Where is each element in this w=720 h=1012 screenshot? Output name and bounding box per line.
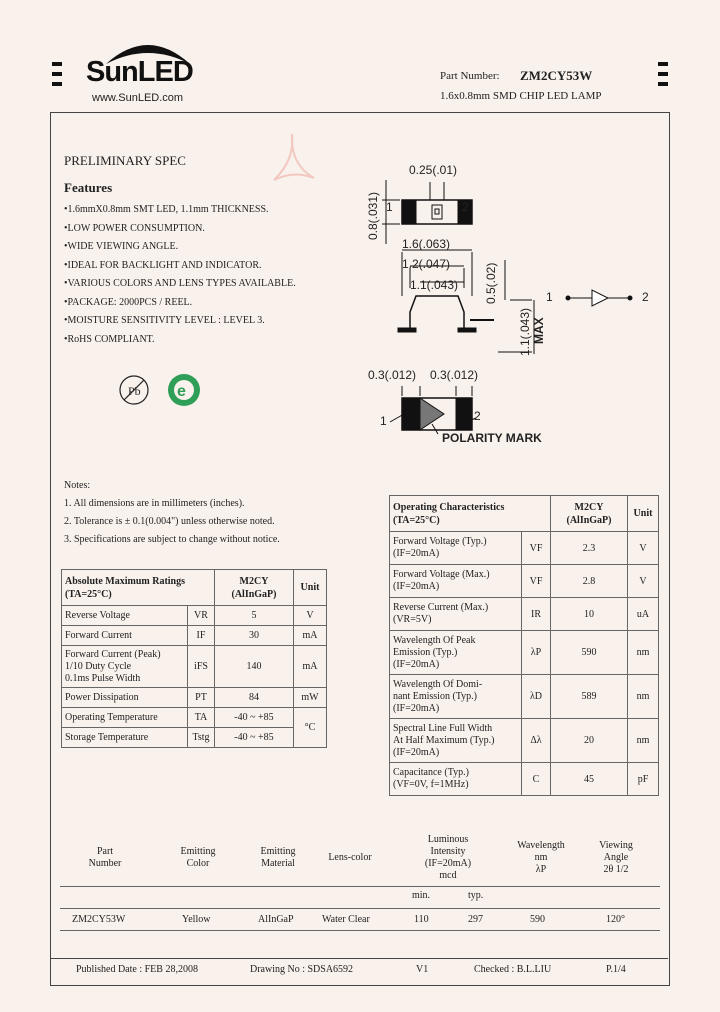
table-row: [390, 675, 659, 719]
symbol: PT: [188, 688, 215, 708]
param: (VF=0V, f=1MHz): [393, 779, 469, 790]
h-view: 2θ 1/2: [603, 864, 629, 875]
dim-11max: 1.1(.043): [518, 307, 532, 356]
unit: nm: [628, 719, 659, 763]
row-min: 110: [414, 914, 429, 925]
param: Forward Voltage (Typ.): [393, 536, 487, 547]
pin-1-bottom: 1: [380, 414, 387, 428]
param: Capacitance (Typ.): [393, 767, 469, 778]
product-subtitle: 1.6x0.8mm SMD CHIP LED LAMP: [440, 90, 602, 102]
op-h2b: (AlInGaP): [566, 514, 612, 526]
param: Reverse Current (Max.): [393, 602, 489, 613]
table-row: [62, 708, 327, 728]
dim-03a: 0.3(.012): [368, 368, 417, 382]
op-h1b: (TA=25°C): [393, 514, 440, 526]
feature-item: •PACKAGE: 2000PCS / REEL.: [64, 296, 193, 308]
symbol: λP: [522, 631, 551, 675]
published-date: Published Date : FEB 28,2008: [76, 964, 198, 975]
value: 30: [215, 626, 294, 646]
note-item: 1. All dimensions are in millimeters (inches).: [64, 498, 245, 509]
value: 20: [551, 719, 628, 763]
op-table-header: [390, 496, 659, 532]
h-lum: mcd: [439, 870, 457, 881]
h-emit-color: Color: [186, 858, 210, 869]
h-typ: typ.: [468, 890, 484, 901]
value: 589: [551, 675, 628, 719]
op-h2a: M2CY: [574, 501, 604, 513]
row-lens: Water Clear: [322, 914, 370, 925]
dim-03b: 0.3(.012): [430, 368, 479, 382]
lead-free-icon: [118, 374, 150, 406]
table-row: [62, 646, 327, 688]
h-wave: λP: [535, 864, 547, 875]
row-typ: 297: [468, 914, 483, 925]
param: (IF=20mA): [393, 581, 440, 592]
schematic-pin-1: 1: [546, 290, 553, 304]
value: 84: [215, 688, 294, 708]
svg-text:Pb: Pb: [128, 384, 141, 398]
symbol: VF: [522, 532, 551, 565]
unit: °C: [294, 708, 327, 748]
dim-12: 1.2(.047): [402, 257, 451, 271]
unit: V: [294, 606, 327, 626]
left-marker-bars: [52, 62, 62, 92]
brand-logo: SunLED: [86, 56, 193, 88]
value: 45: [551, 763, 628, 796]
unit: mA: [294, 646, 327, 688]
param: (IF=20mA): [393, 746, 440, 758]
symbol: TA: [188, 708, 215, 728]
table-row: [390, 565, 659, 598]
divider: [60, 908, 660, 909]
svg-text:e: e: [177, 383, 186, 400]
param: nant Emission (Typ.): [393, 690, 478, 702]
value: 140: [215, 646, 294, 688]
param: Wavelength Of Domi-: [393, 678, 483, 690]
value: -40 ~ +85: [215, 728, 294, 748]
abs-max-ratings-table: [61, 569, 327, 748]
param: (IF=20mA): [393, 702, 440, 714]
features-list: [64, 204, 296, 352]
abs-h2a: M2CY: [239, 575, 269, 587]
row-material: AlInGaP: [258, 914, 294, 925]
product-table: [60, 834, 660, 934]
h-part: Number: [88, 858, 122, 869]
part-number-label: Part Number:: [440, 70, 500, 82]
symbol: IF: [188, 626, 215, 646]
unit: mA: [294, 626, 327, 646]
table-row: [62, 626, 327, 646]
dim-05: 0.5(.02): [484, 262, 498, 304]
package-dimension-diagram: [360, 160, 660, 450]
h-lens: Lens-color: [328, 852, 372, 863]
table-row: [390, 719, 659, 763]
table-row: [390, 598, 659, 631]
symbol: λD: [522, 675, 551, 719]
h-view: Viewing: [599, 840, 633, 851]
pin-2-bottom: 2: [474, 409, 481, 423]
dim-11: 1.1(.043): [410, 278, 459, 292]
param: Reverse Voltage: [62, 606, 188, 626]
right-marker-bars: [658, 62, 668, 92]
abs-h1b: (TA=25°C): [65, 588, 112, 600]
h-wave: nm: [534, 852, 548, 863]
op-h1a: Operating Characteristics: [393, 501, 505, 513]
param: At Half Maximum (Typ.): [393, 734, 495, 746]
param: 0.1ms Pulse Width: [65, 672, 141, 684]
symbol: Δλ: [522, 719, 551, 763]
note-item: 2. Tolerance is ± 0.1(0.004") unless otherwise noted.: [64, 516, 275, 527]
brand-url: www.SunLED.com: [92, 92, 184, 104]
pin-2-top: 2: [462, 200, 469, 214]
schematic-pin-2: 2: [642, 290, 649, 304]
row-angle: 120°: [606, 914, 625, 925]
footer-divider: [51, 958, 668, 959]
feature-item: •WIDE VIEWING ANGLE.: [64, 241, 179, 252]
param: 1/10 Duty Cycle: [65, 660, 132, 672]
table-row: [390, 631, 659, 675]
dim-025: 0.25(.01): [409, 163, 458, 177]
unit: nm: [628, 675, 659, 719]
abs-h2b: (AlInGaP): [231, 588, 277, 600]
value: 10: [551, 598, 628, 631]
abs-table-header: [62, 570, 327, 606]
symbol: iFS: [188, 646, 215, 688]
features-title: Features: [64, 180, 113, 195]
row-color: Yellow: [182, 914, 211, 925]
operating-characteristics-table: [389, 495, 659, 796]
dim-max: MAX: [532, 317, 546, 344]
unit: mW: [294, 688, 327, 708]
feature-item: •IDEAL FOR BACKLIGHT AND INDICATOR.: [64, 259, 262, 271]
param: (IF=20mA): [393, 548, 440, 559]
h-min: min.: [412, 890, 431, 901]
param: Forward Current (Peak): [65, 648, 161, 660]
feature-item: •RoHS COMPLIANT.: [64, 333, 155, 345]
param: Storage Temperature: [62, 728, 188, 748]
note-item: 3. Specifications are subject to change without notice.: [64, 534, 280, 545]
divider: [60, 930, 660, 931]
feature-item: •LOW POWER CONSUMPTION.: [64, 222, 205, 234]
symbol: IR: [522, 598, 551, 631]
param: (VR=5V): [393, 614, 432, 625]
dim-16: 1.6(.063): [402, 237, 451, 251]
param: Operating Temperature: [62, 708, 188, 728]
unit: uA: [628, 598, 659, 631]
table-row: [62, 606, 327, 626]
table-row: [390, 763, 659, 796]
value: 2.3: [551, 532, 628, 565]
abs-h1a: Absolute Maximum Ratings: [65, 575, 186, 587]
symbol: VR: [188, 606, 215, 626]
param: Power Dissipation: [62, 688, 188, 708]
h-lum: (IF=20mA): [424, 858, 472, 869]
param: Wavelength Of Peak: [393, 634, 476, 646]
page-number: P.1/4: [606, 964, 626, 975]
h-emit-mat: Emitting: [260, 846, 296, 857]
unit: nm: [628, 631, 659, 675]
feature-item: •1.6mmX0.8mm SMT LED, 1.1mm THICKNESS.: [64, 204, 269, 215]
feature-item: •VARIOUS COLORS AND LENS TYPES AVAILABLE.: [64, 278, 296, 289]
abs-h3: Unit: [294, 570, 327, 606]
value: 5: [215, 606, 294, 626]
param: (IF=20mA): [393, 658, 440, 670]
checked-by: Checked : B.L.LIU: [474, 964, 552, 975]
symbol: VF: [522, 565, 551, 598]
symbol: Tstg: [188, 728, 215, 748]
row-wave: 590: [530, 914, 545, 925]
h-lum: Luminous: [427, 834, 469, 845]
value: 2.8: [551, 565, 628, 598]
value: -40 ~ +85: [215, 708, 294, 728]
watermark-icon: [262, 130, 322, 186]
rohs-e-icon: [166, 372, 202, 408]
param: Spectral Line Full Width: [393, 722, 493, 734]
unit: pF: [628, 763, 659, 796]
polarity-mark-label: POLARITY MARK: [442, 431, 542, 445]
h-lum: Intensity: [430, 846, 466, 857]
unit: V: [628, 532, 659, 565]
op-h3: Unit: [628, 496, 659, 532]
table-row: [62, 728, 327, 748]
prelim-spec: PRELIMINARY SPEC: [64, 153, 186, 168]
value: 590: [551, 631, 628, 675]
row-part: ZM2CY53W: [72, 914, 126, 925]
h-emit-mat: Material: [261, 858, 295, 869]
pin-1-top: 1: [386, 200, 393, 214]
h-emit-color: Emitting: [180, 846, 216, 857]
table-row: [62, 688, 327, 708]
drawing-number: Drawing No : SDSA6592: [250, 964, 354, 975]
param: Forward Voltage (Max.): [393, 569, 490, 580]
h-view: Angle: [603, 852, 629, 863]
dim-08: 0.8(.031): [366, 191, 380, 240]
unit: V: [628, 565, 659, 598]
symbol: C: [522, 763, 551, 796]
divider: [60, 886, 660, 887]
table-row: [390, 532, 659, 565]
feature-item: •MOISTURE SENSITIVITY LEVEL : LEVEL 3.: [64, 315, 265, 326]
notes-title: Notes:: [64, 480, 91, 491]
param: Forward Current: [62, 626, 188, 646]
version: V1: [416, 964, 429, 975]
part-number: ZM2CY53W: [520, 68, 593, 83]
h-part: Part: [96, 846, 114, 857]
param: Emission (Typ.): [393, 646, 458, 658]
h-wave: Wavelength: [517, 840, 565, 851]
